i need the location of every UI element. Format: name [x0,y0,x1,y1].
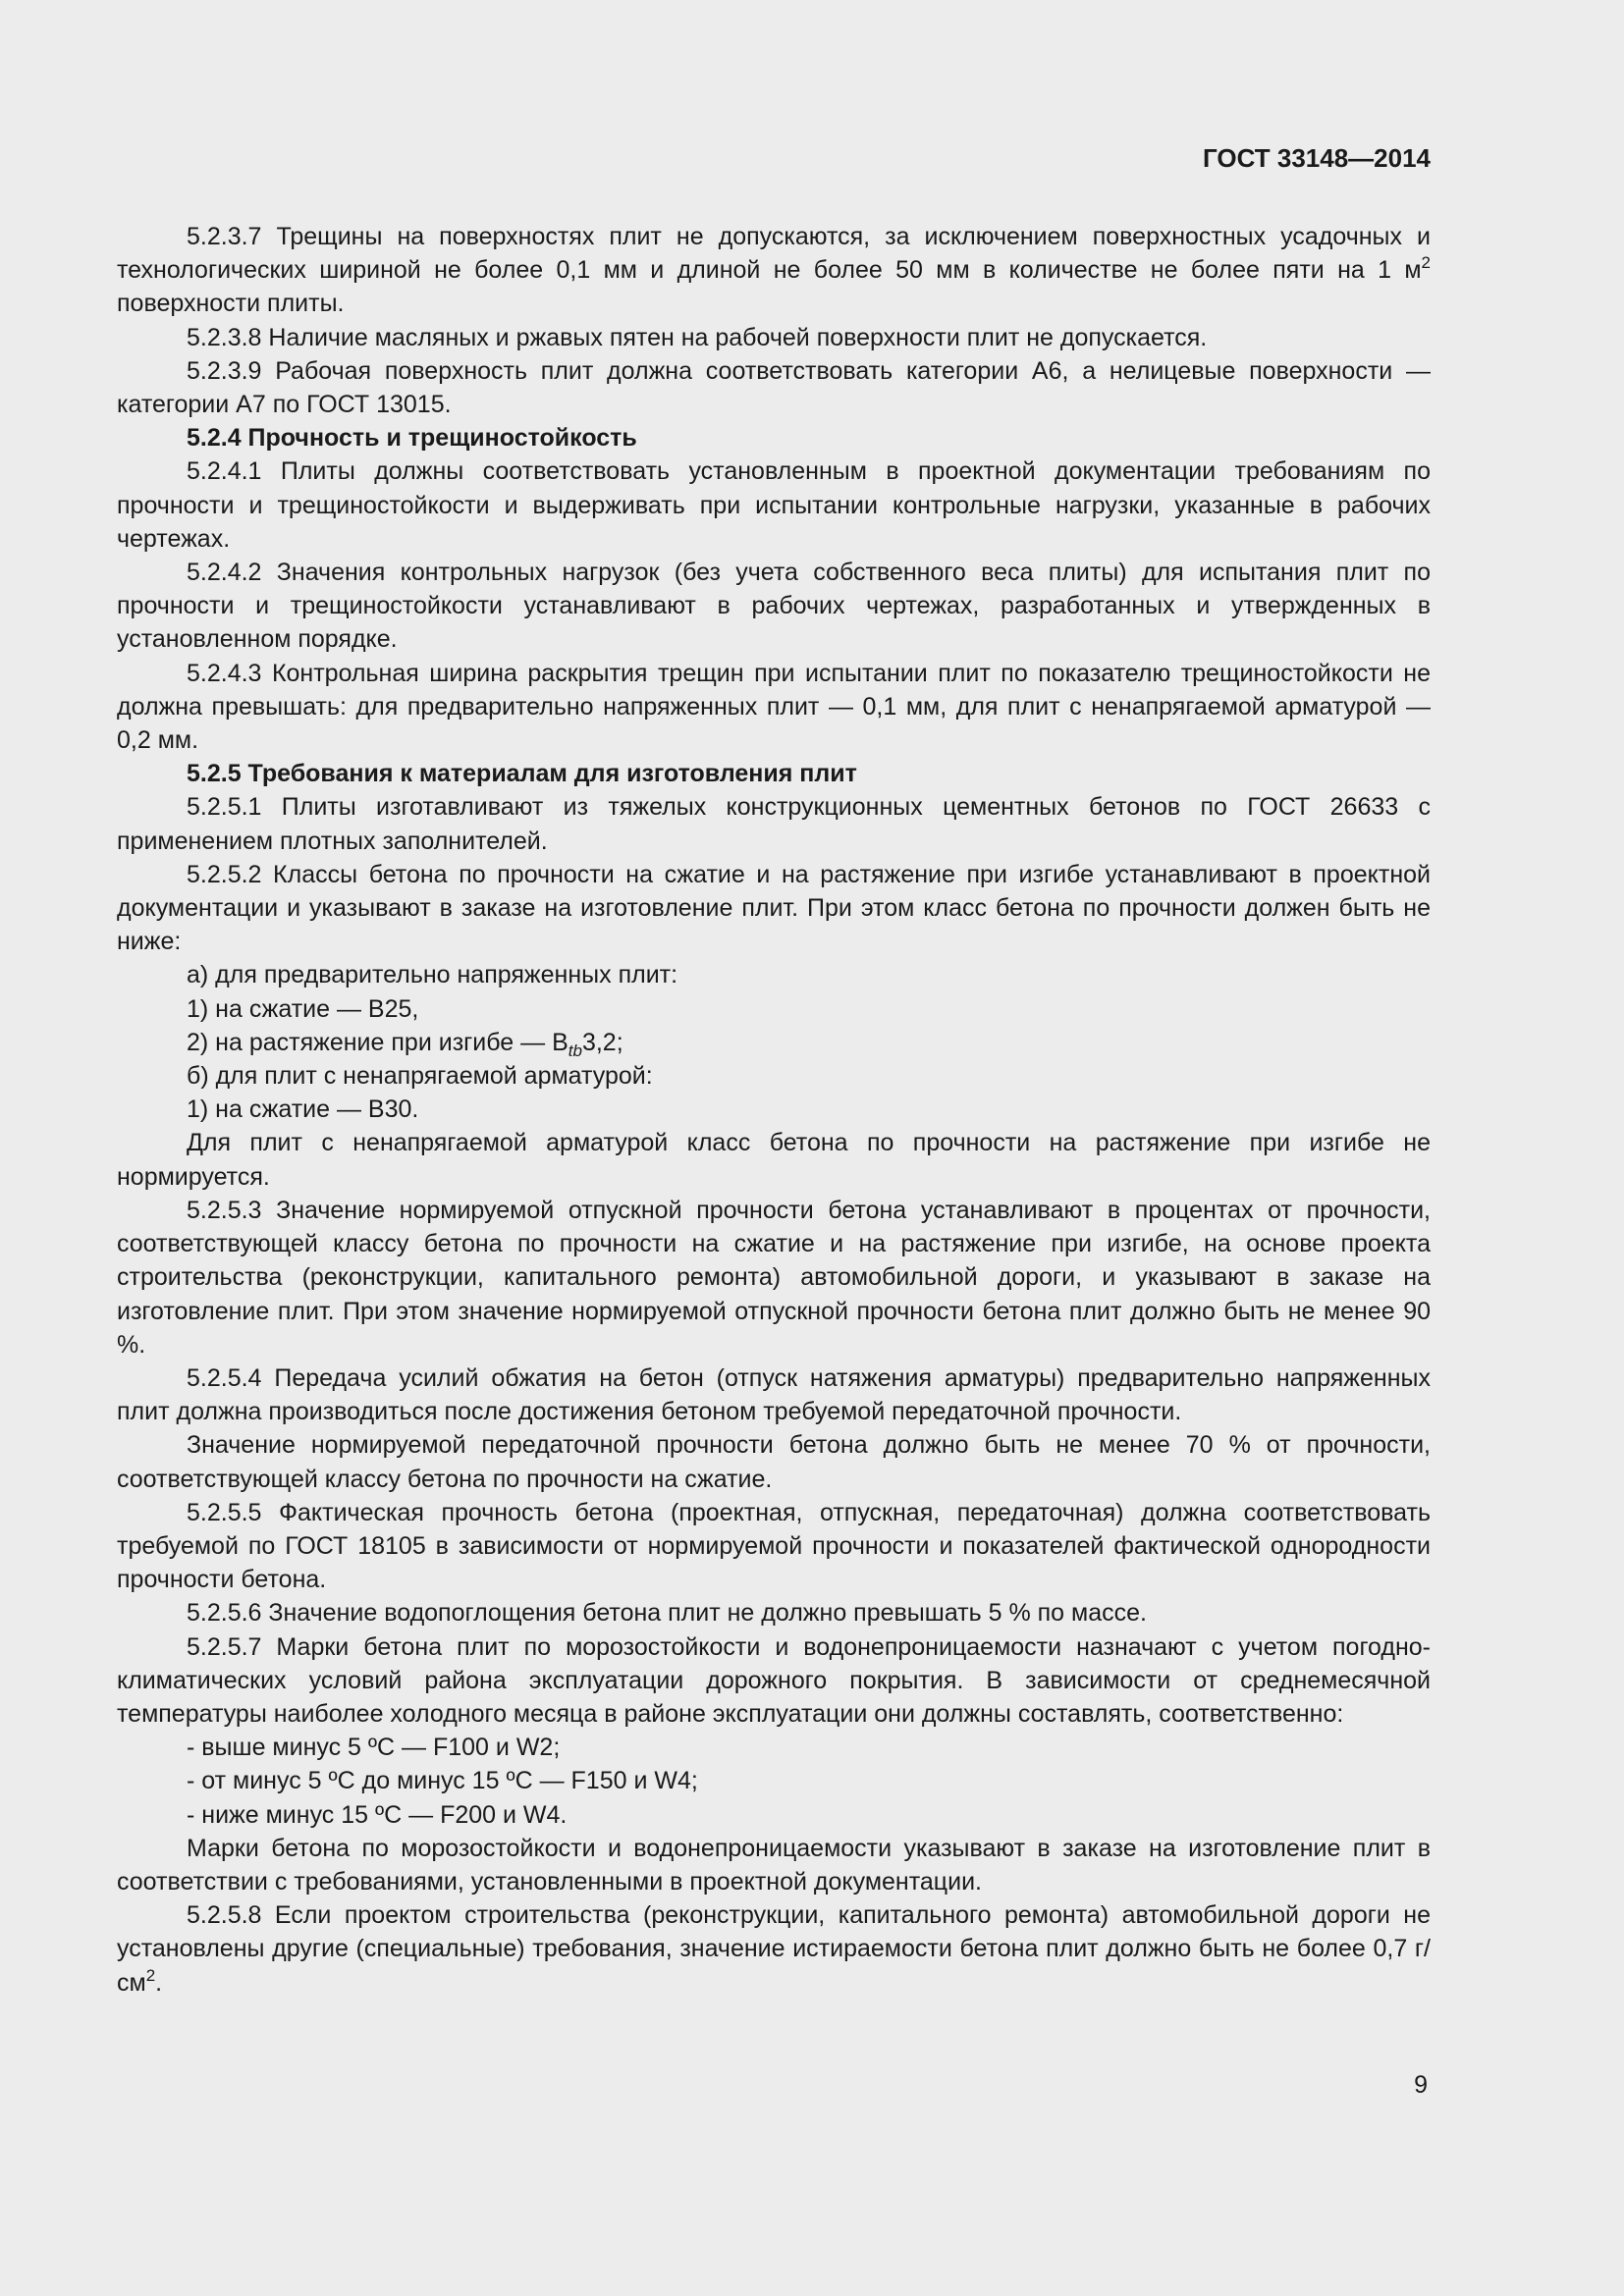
paragraph-5-2-5-7: 5.2.5.7 Марки бетона плит по морозостойкости и водонепроницаемости назначают с учетом погодно-климатических условий района эксплуатации дорожного покрытия. В зависимости от среднемесячной температуры наиболее холодного месяца в районе эксплуатации они должны составлять, соответственно: [117,1632,1431,1728]
section-heading-5-2-5: 5.2.5 Требования к материалам для изготовления плит [187,760,857,788]
paragraph-transfer-strength: Значение нормируемой передаточной прочности бетона должно быть не менее 70 % от прочности, соответствующей классу бетона по прочности на сжатие. [117,1431,1431,1493]
paragraph-5-2-5-1: 5.2.5.1 Плиты изготавливают из тяжелых конструкционных цементных бетонов по ГОСТ 26633 с применением плотных заполнителей. [117,793,1431,855]
list-item-a-2: 2) на растяжение при изгибе — $В_{tb}3,2$; [187,1028,623,1060]
list-item-b-1: 1) на сжатие — В30. [187,1095,419,1124]
paragraph-5-2-5-4: 5.2.5.4 Передача усилий обжатия на бетон (отпуск натяжения арматуры) предварительно напряженных плит должна производиться после достижения бетоном требуемой передаточной прочности. [117,1363,1431,1426]
paragraph-5-2-5-8: 5.2.5.8 Если проектом строительства (реконструкции, капитального ремонта) автомобильной дороги не установлены другие (специальные) требования, значение истираемости бетона плит должно быть не более 0,7 $г/см^2$. [117,1901,1431,1997]
list-item-a: а) для предварительно напряженных плит: [187,961,678,989]
list-item-frost-1: - выше минус 5 ºС — F100 и W2; [187,1734,561,1762]
paragraph-note-nonstressed: Для плит с ненапрягаемой арматурой класс бетона по прочности на растяжение при изгибе не нормируется. [117,1129,1431,1191]
section-heading-5-2-4: 5.2.4 Прочность и трещиностойкость [187,424,637,453]
paragraph-5-2-4-1: 5.2.4.1 Плиты должны соответствовать установленным в проектной документации требованиям по прочности и трещиностойкости и выдерживать при испытании контрольные нагрузки, указанные в рабочих чертежах. [117,457,1431,553]
list-item-frost-3: - ниже минус 15 ºС — F200 и W4. [187,1800,568,1829]
paragraph-grades-order: Марки бетона по морозостойкости и водонепроницаемости указывают в заказе на изготовление плит в соответствии с требованиями, установленными в проектной документации. [117,1834,1431,1896]
document-body [117,220,1431,2000]
paragraph-5-2-4-2: 5.2.4.2 Значения контрольных нагрузок (без учета собственного веса плиты) для испытания плит по прочности и трещиностойкости устанавливают в рабочих чертежах, разработанных и утвержденных в установленном порядке. [117,559,1431,654]
paragraph-5-2-5-6: 5.2.5.6 Значение водопоглощения бетона плит не должно превышать 5 % по массе. [187,1599,1147,1628]
document-header: ГОСТ 33148—2014 [1203,143,1431,173]
paragraph-5-2-4-3: 5.2.4.3 Контрольная ширина раскрытия трещин при испытании плит по показателю трещиностойкости не должна превышать: для предварительно напряженных плит — 0,1 мм, для плит с ненапрягаемой арматурой — 0,2 мм. [117,659,1431,755]
list-item-frost-2: - от минус 5 ºС до минус 15 ºС — F150 и W4; [187,1767,698,1795]
page-number: 9 [1414,2071,1428,2099]
list-item-b: б) для плит с ненапрягаемой арматурой: [187,1062,653,1091]
paragraph-5-2-3-7: 5.2.3.7 Трещины на поверхностях плит не допускаются, за исключением поверхностных усадочных и технологических шириной не более 0,1 мм и длиной не более 50 мм в количестве не более пяти на 1 $м^2$ поверхности плиты. [117,223,1431,318]
paragraph-5-2-5-2: 5.2.5.2 Классы бетона по прочности на сжатие и на растяжение при изгибе устанавливают в проектной документации и указывают в заказе на изготовление плит. При этом класс бетона по прочности должен быть не ниже: [117,860,1431,956]
paragraph-5-2-3-9: 5.2.3.9 Рабочая поверхность плит должна соответствовать категории А6, а нелицевые поверхности — категории А7 по ГОСТ 13015. [117,356,1431,419]
paragraph-5-2-3-8: 5.2.3.8 Наличие масляных и ржавых пятен на рабочей поверхности плит не допускается. [187,323,1208,351]
paragraph-5-2-5-3: 5.2.5.3 Значение нормируемой отпускной прочности бетона устанавливают в процентах от прочности, соответствующей классу бетона по прочности на сжатие и на растяжение при изгибе, на основе проекта строительства (реконструкции, капитального ремонта) автомобильной дороги, и указывают в заказе на изготовление плит. При этом значение нормируемой отпускной прочности бетона плит должно быть не менее 90 %. [117,1196,1431,1359]
paragraph-5-2-5-5: 5.2.5.5 Фактическая прочность бетона (проектная, отпускная, передаточная) должна соответствовать требуемой по ГОСТ 18105 в зависимости от нормируемой прочности и показателей фактической однородности прочности бетона. [117,1498,1431,1594]
list-item-a-1: 1) на сжатие — В25, [187,994,419,1023]
